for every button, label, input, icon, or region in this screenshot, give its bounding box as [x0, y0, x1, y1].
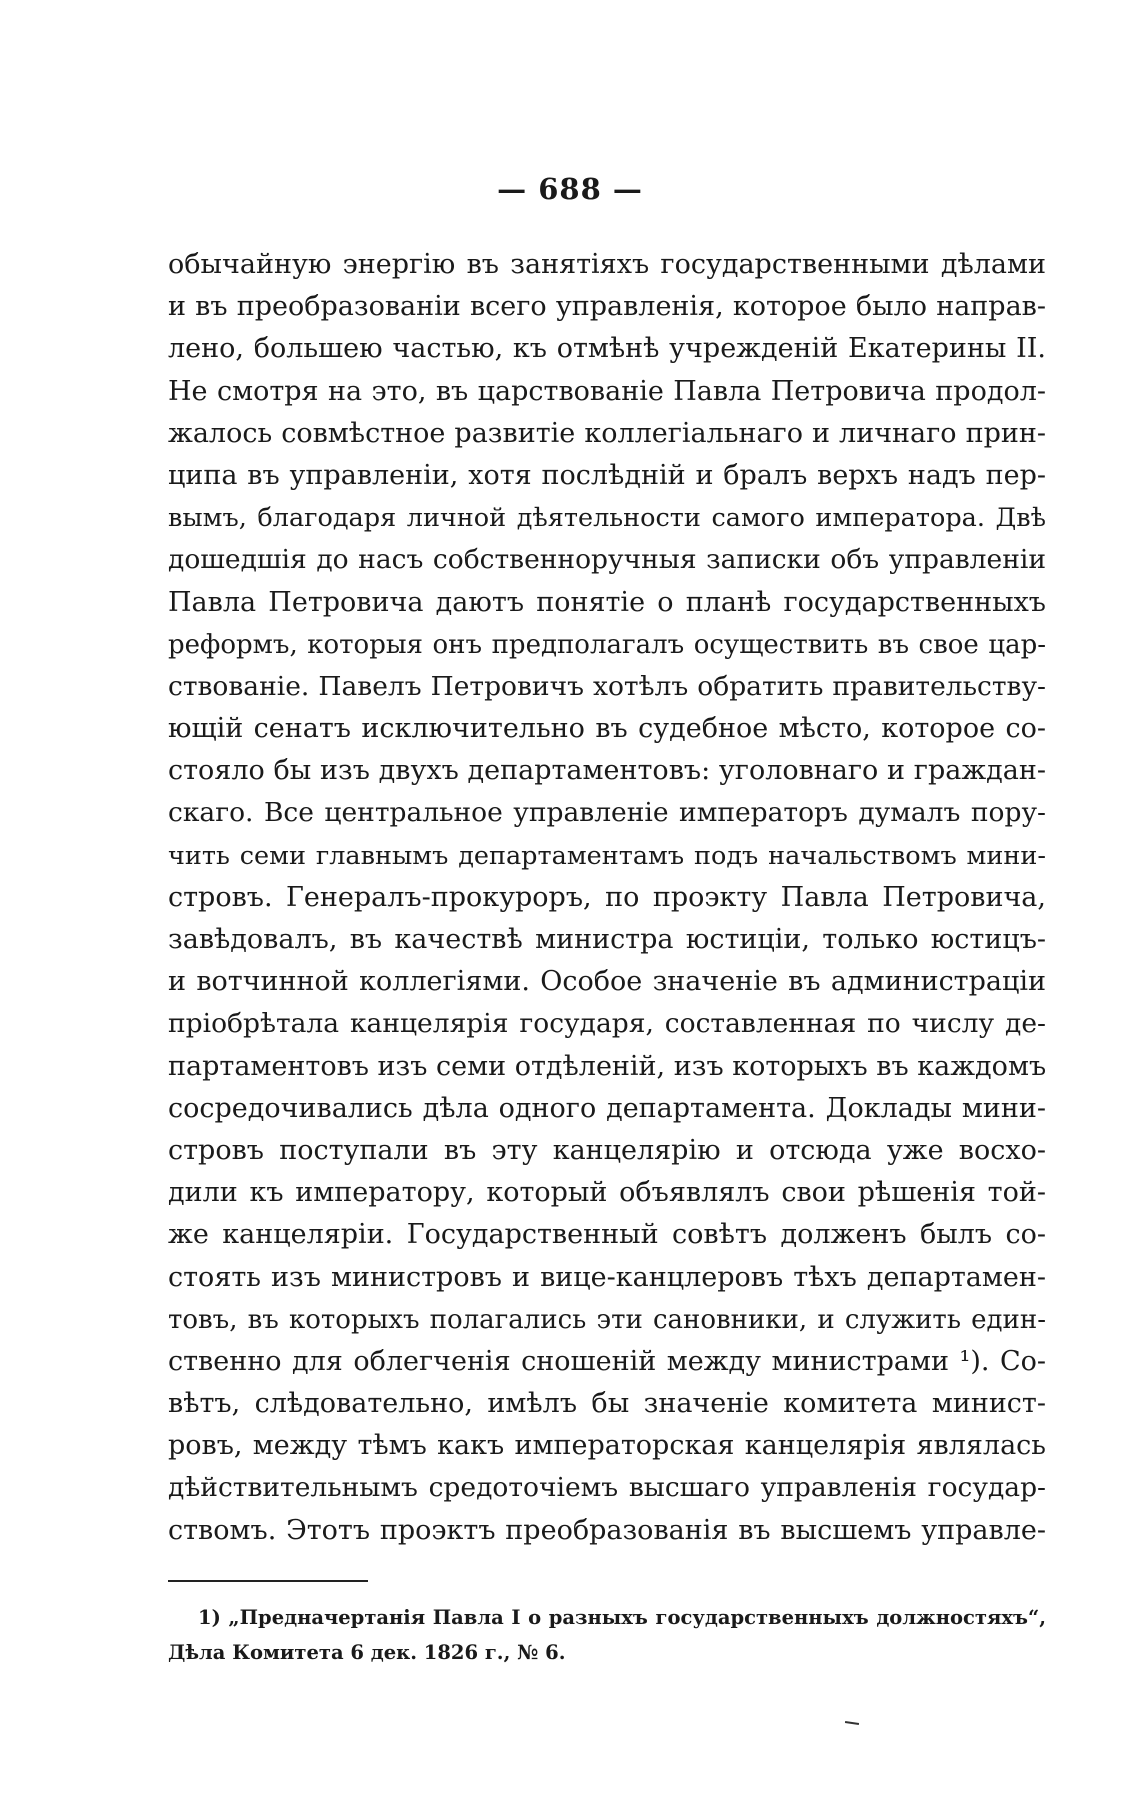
footnote-line: Дѣла Комитета 6 дек. 1826 г., № 6.	[168, 1641, 566, 1664]
text-line: и вотчинной коллегіями. Особое значеніе въ администраціи	[168, 966, 1046, 998]
text-line: жалось совмѣстное развитіе коллегіальнаго и личнаго прин-	[168, 417, 1046, 449]
page-number: — 688 —	[497, 172, 643, 206]
stray-mark	[845, 1721, 859, 1725]
text-line: ствомъ. Этотъ проэктъ преобразованія въ высшемъ управле-	[168, 1514, 1046, 1546]
text-line: пріобрѣтала канцелярія государя, составленная по числу де-	[168, 1008, 1046, 1040]
text-line: Не смотря на это, въ царствованіе Павла Петровича продол-	[168, 375, 1046, 407]
text-line: Павла Петровича даютъ понятіе о планѣ государственныхъ	[168, 586, 1046, 618]
text-line: и въ преобразованіи всего управленія, которое было направ-	[168, 291, 1046, 323]
text-line: лено, большею частью, къ отмѣнѣ учрежденій Екатерины II.	[168, 333, 1046, 365]
text-line: вѣтъ, слѣдовательно, имѣлъ бы значеніе комитета минист-	[168, 1388, 1046, 1420]
text-line: обычайную энергію въ занятіяхъ государственными дѣлами	[168, 249, 1046, 280]
text-line: стояло бы изъ двухъ департаментовъ: уголовнаго и граждан-	[168, 755, 1046, 787]
text-line: ственно для облегченія сношеній между министрами ¹). Со-	[168, 1345, 1046, 1377]
text-line: дошедшія до насъ собственноручныя записки объ управленіи	[168, 544, 1046, 576]
text-line: ципа въ управленіи, хотя послѣдній и бралъ верхъ надъ пер-	[168, 459, 1046, 491]
text-line: стоять изъ министровъ и вице-канцлеровъ тѣхъ департамен-	[168, 1261, 1046, 1293]
text-line: дѣйствительнымъ средоточіемъ высшаго управленія государ-	[168, 1472, 1046, 1504]
text-line: вымъ, благодаря личной дѣятельности самого императора. Двѣ	[168, 503, 1046, 534]
text-line: стровъ поступали въ эту канцелярію и отсюда уже восхо-	[168, 1134, 1046, 1166]
text-line: товъ, въ которыхъ полагались эти сановники, и служить един-	[168, 1304, 1046, 1335]
footnote-divider	[168, 1580, 368, 1582]
text-line: ющій сенатъ исключительно въ судебное мѣсто, которое со-	[168, 713, 1046, 745]
footnote-line: 1) „Предначертанія Павла I о разныхъ государственныхъ должностяхъ“,	[198, 1606, 1046, 1629]
body-text	[168, 244, 1046, 1552]
text-line: ствованіе. Павелъ Петровичъ хотѣлъ обратить правительству-	[168, 670, 1046, 702]
text-line: стровъ. Генералъ-прокуроръ, по проэкту Павла Петровича,	[168, 881, 1046, 913]
text-line: реформъ, которыя онъ предполагалъ осуществить въ свое цар-	[168, 629, 1046, 660]
text-line: дили къ императору, который объявлялъ свои рѣшенія той-	[168, 1177, 1046, 1209]
text-line: сосредочивались дѣла одного департамента. Доклады мини-	[168, 1092, 1046, 1124]
text-line: завѣдовалъ, въ качествѣ министра юстиціи, только юстицъ-	[168, 924, 1046, 955]
text-line: скаго. Все центральное управленіе императоръ думалъ пору-	[168, 797, 1046, 829]
text-line: партаментовъ изъ семи отдѣленій, изъ которыхъ въ каждомъ	[168, 1050, 1047, 1082]
text-line: же канцеляріи. Государственный совѣтъ долженъ былъ со-	[168, 1219, 1046, 1251]
text-line: ровъ, между тѣмъ какъ императорская канцелярія являлась	[168, 1430, 1046, 1462]
text-line: чить семи главнымъ департаментамъ подъ начальствомъ мини-	[168, 840, 1046, 871]
footnote	[168, 1600, 1046, 1670]
